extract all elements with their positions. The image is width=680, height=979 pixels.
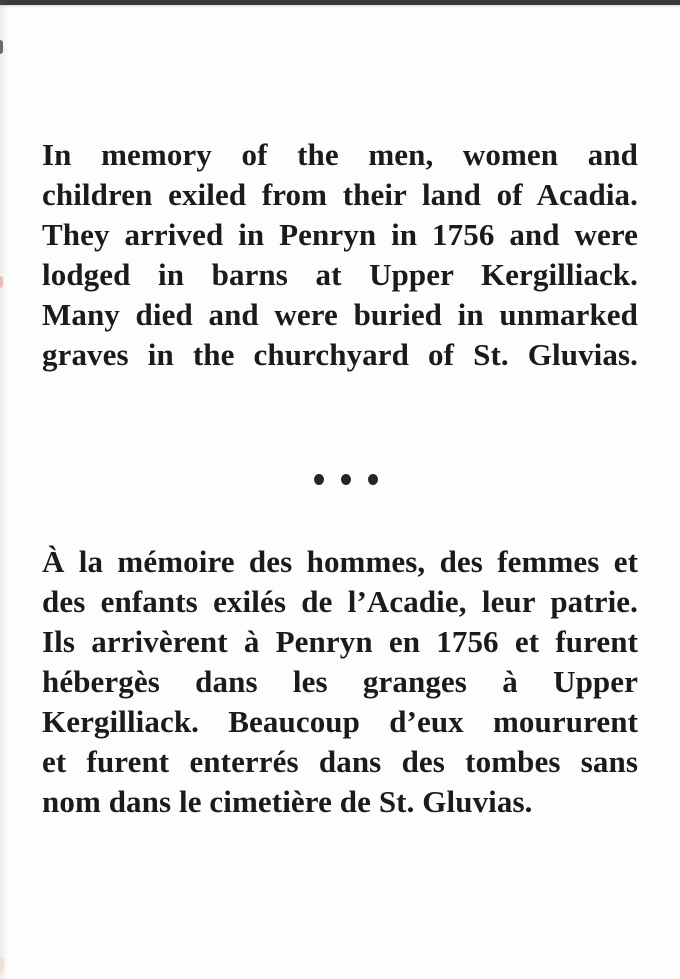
scan-artifact <box>0 276 3 288</box>
french-line-4: hébergès dans les granges à Upper <box>42 664 638 699</box>
french-paragraph <box>42 542 638 822</box>
left-edge-shading <box>0 0 8 979</box>
english-line-1: In memory of the men, women and <box>42 137 638 172</box>
french-line-2: des enfants exilés de l’Acadie, leur patrie. <box>42 584 638 619</box>
dot-icon <box>314 474 324 485</box>
scan-artifact <box>0 40 3 54</box>
english-line-6: graves in the churchyard of St. Gluvias. <box>42 337 638 372</box>
separator-dots <box>6 474 680 485</box>
french-line-7: nom dans le cimetière de St. Gluvias. <box>42 784 533 819</box>
english-paragraph <box>42 135 638 375</box>
french-line-1: À la mémoire des hommes, des femmes et <box>42 544 638 579</box>
english-line-3: They arrived in Penryn in 1756 and were <box>42 217 638 252</box>
french-line-3: Ils arrivèrent à Penryn en 1756 et furent <box>42 624 638 659</box>
english-line-4: lodged in barns at Upper Kergilliack. <box>42 257 638 292</box>
dot-icon <box>341 474 351 485</box>
dot-icon <box>368 474 378 485</box>
english-line-5: Many died and were buried in unmarked <box>42 297 638 332</box>
french-line-6: et furent enterrés dans des tombes sans <box>42 744 638 779</box>
english-line-2: children exiled from their land of Acadia. <box>42 177 638 212</box>
french-line-5: Kergilliack. Beaucoup d’eux moururent <box>42 704 638 739</box>
scan-artifact <box>0 957 4 973</box>
scanner-edge-shadow <box>0 5 680 8</box>
